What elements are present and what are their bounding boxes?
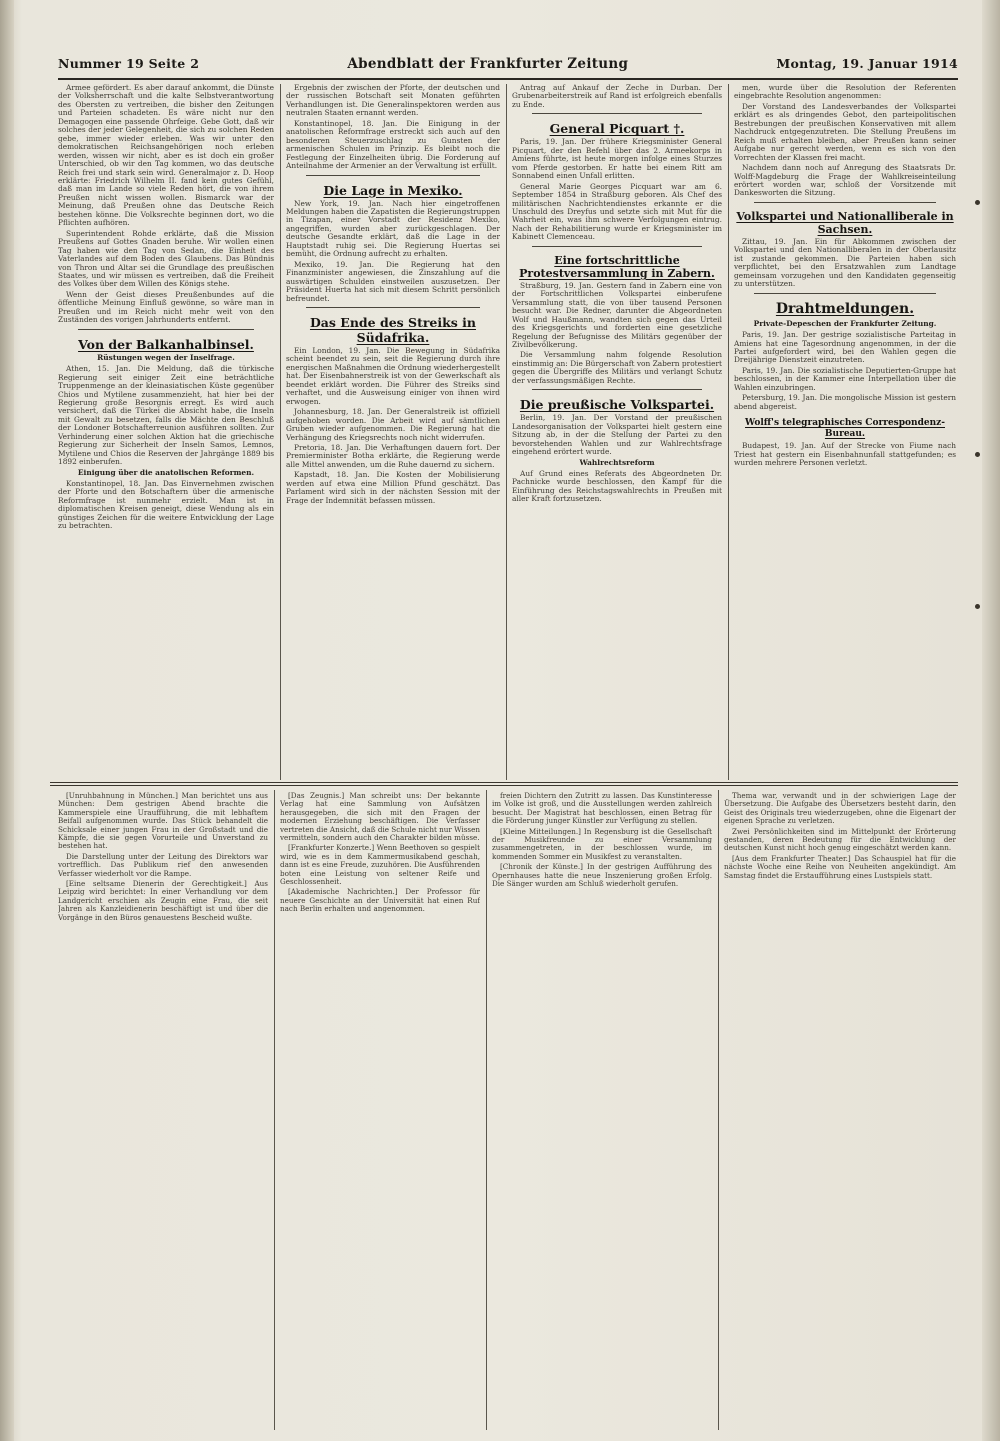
- feuilleton-text: freien Dichtern den Zutritt zu lassen. Das Kunstinteresse im Volke ist groß, und die Ausstellungen werden zahlreich besucht. Der Magistrat hat beschlossen, einen Betrag für die Förderung junger Künstler zur Verfügung zu stellen.: [492, 792, 712, 826]
- page-header: [58, 56, 958, 76]
- article-text: Konstantinopel, 18. Jan. Das Einvernehmen zwischen der Pforte und den Botschaftern über die armenische Reformfrage ist nunmehr erzielt. Man ist in diplomatischen Kreisen geneigt, diese Wendung als ein günstiges Zeichen für die weitere Entwicklung der Lage zu betrachten.: [58, 479, 274, 531]
- article-text: Paris, 19. Jan. Die sozialistische Deputierten-Gruppe hat beschlossen, in der Kammer eine Interpellation über die Wahlen einzubringen.: [734, 365, 956, 392]
- issue-number: Nummer 19 Seite 2: [58, 56, 200, 71]
- article-text: Ein London, 19. Jan. Die Bewegung in Südafrika scheint beendet zu sein, seit die Regierung durch ihre energischen Maßnahmen die Ordnung wiederhergestellt hat. Der Eisenbahnerstreik ist von der Gewerkschaft als beendet erklärt worden. Die Führer des Streiks sind verhaftet, und die Ausweisung einiger von ihnen wird erwogen.: [286, 345, 500, 406]
- feuilleton-column-1: [58, 792, 268, 1427]
- article-heading: Wolff's telegraphisches Correspondenz-Bureau.: [745, 418, 945, 440]
- divider: [306, 307, 480, 308]
- article-text: Armee gefördert. Es aber darauf ankommt, die Dünste der Volksherrschaft und die kalte Selbstverantwortung des Obersten zu vertreiben, die bisher den Zeitungen und Parteien schadeten. Es wäre nicht nur den Demagogen eine passende Ohrfeige. Gebe Gott, daß wir solches der jeder Gelegenheit, die sich zu solchen Reden gebe, immer wieder erleben. Was wir unter den demokratischen Reichsangehörigen noch erleben werden, wissen wir nicht, aber es ist doch ein großer Unterschied, ob wir den Tag kommen, wo das deutsche Reich frei und stark sein wird. Generalmajor z. D. Hoop erklärte: Friedrich Wilhelm II. fand kein gutes Gefühl, daß man im Lande so viele Reden hört, die von ihrem Preußen nicht wissen wollen. Bismarck war der Meinung, daß Preußen ohne das Deutsche Reich bestehen könne. Die Volksrechte beginnen dort, wo die Pflichten aufhören.: [58, 84, 274, 228]
- article-text: Die Versammlung nahm folgende Resolution einstimmig an: Die Bürgerschaft von Zabern protestiert gegen die Übergriffe des Militärs und verlangt Schutz der verfassungsmäßigen Rechte.: [512, 350, 722, 385]
- feuilleton-text: [Akademische Nachrichten.] Der Professor für neuere Geschichte an der Universität hat einen Ruf nach Berlin erhalten und angenommen.: [280, 887, 480, 914]
- feuilleton-column-2: [280, 792, 480, 1427]
- article-heading: Die preußische Volkspartei.: [519, 397, 715, 413]
- header-rule: [58, 78, 958, 80]
- article-heading: Volkspartei und Nationalliberale in Sachsen.: [736, 209, 954, 236]
- article-text: Nachdem dann noch auf Anregung des Staatsrats Dr. Wolff-Magdeburg die Frage der Wahlkreiseinteilung erörtert worden war, schloß der Vorsitzende mit Dankesworten die Sitzung.: [734, 163, 956, 198]
- feuilleton-rule: [50, 785, 958, 786]
- article-subheading: Einigung über die anatolischen Reformen.: [77, 467, 255, 477]
- feuilleton-text: [Kleine Mitteilungen.] In Regensburg ist die Gesellschaft der Musikfreunde zu einer Versammlung zusammengetreten, in der beschlossen wurde, im kommenden Sommer ein Musikfest zu veranstalten.: [492, 826, 712, 861]
- article-text: Konstantinopel, 18. Jan. Die Einigung in der anatolischen Reformfrage erstreckt sich auch auf den besonderen Steuerzuschlag zu Gunsten der armenischen Schulen im Prinzip. Es bleibt noch die Festlegung der Einzelheiten übrig. Die Forderung auf Anteilnahme der Armenier an der Verwaltung ist erfüllt.: [286, 118, 500, 171]
- column-rule: [486, 790, 487, 1430]
- binding-edge-right: [982, 0, 1000, 1441]
- feuilleton-text: Thema war, verwandt und in der schwierigen Lage der Übersetzung. Die Aufgabe des Übersetzers besteht darin, den Geist des Originals treu wiederzugeben, ohne die Eigenart der eigenen Sprache zu verletzen.: [724, 792, 956, 826]
- punch-hole: [975, 604, 980, 609]
- article-text: Zittau, 19. Jan. Ein für Abkommen zwischen der Volkspartei und den Nationalliberalen in der Oberlausitz ist zustande gekommen. Die Parteien haben sich verpflichtet, bei den Ersatzwahlen zum Landtage gemeinsam vorzugehen und den Kandidaten gegenseitig zu unterstützen.: [734, 236, 956, 289]
- article-text: Mexiko, 19. Jan. Die Regierung hat den Finanzminister angewiesen, die Zinszahlung auf die auswärtigen Schulden einstweilen auszusetzen. Der Präsident Huerta hat sich mit diesem Schritt persönlich befreundet.: [286, 259, 500, 303]
- article-text: Berlin, 19. Jan. Der Vorstand der preußischen Landesorganisation der Volkspartei hielt gestern eine Sitzung ab, in der die Stellung der Partei zu den bevorstehenden Wahlen und zur Wahlrechtsfrage eingehend erörtert wurde.: [512, 413, 722, 457]
- divider: [306, 175, 480, 176]
- article-text: Petersburg, 19. Jan. Die mongolische Mission ist gestern abend abgereist.: [734, 393, 956, 411]
- article-text: Straßburg, 19. Jan. Gestern fand in Zabern eine von der Fortschrittlichen Volkspartei einberufene Versammlung statt, die von über tausend Personen besucht war. Die Redner, darunter die Abgeordneten Wolf und Haußmann, wandten sich gegen das Urteil des Kriegsgerichts und forderten eine gesetzliche Regelung der Befugnisse des Militärs gegenüber der Zivilbevölkerung.: [512, 280, 722, 349]
- article-heading: General Picquart †.: [549, 121, 685, 137]
- binding-edge-left: [0, 0, 14, 1441]
- feuilleton-text: [Eine seltsame Dienerin der Gerechtigkeit.] Aus Leipzig wird berichtet: In einer Verhandlung vor dem Landgericht erschien als Zeugin eine Frau, die seit Jahren als Kanzleidienerin beschäftigt ist und über die Vorgänge in den Büros genauestens Bescheid wußte.: [58, 879, 268, 922]
- article-heading: Das Ende des Streiks in Südafrika.: [309, 314, 477, 345]
- feuilleton-text: Zwei Persönlichkeiten sind im Mittelpunkt der Erörterung gestanden, deren Bedeutung für die Entwicklung der deutschen Kunst nicht hoch genug eingeschätzt werden kann.: [724, 826, 956, 853]
- feuilleton-text: [Aus dem Frankfurter Theater.] Das Schauspiel hat für die nächste Woche eine Reihe von Neuheiten angekündigt. Am Samstag findet die Erstaufführung eines Lustspiels statt.: [724, 853, 956, 880]
- article-heading: Eine fortschrittliche Protestversammlung in Zabern.: [519, 253, 715, 280]
- feuilleton-text: Die Darstellung unter der Leitung des Direktors war vortrefflich. Das Publikum rief den anwesenden Verfasser wiederholt vor die Rampe.: [58, 851, 268, 878]
- article-text: New York, 19. Jan. Nach hier eingetroffenen Meldungen haben die Zapatisten die Regierungstruppen in Tizapan, einer Vorstadt der Residenz Mexiko, angegriffen, wurden aber zurückgeschlagen. Der deutsche Gesandte erklärt, daß die Lage in der Hauptstadt ruhig sei. Die Regierung Huertas sei bemüht, die Ordnung aufrecht zu erhalten.: [286, 198, 500, 259]
- article-text: Johannesburg, 18. Jan. Der Generalstreik ist offiziell aufgehoben worden. Die Arbeit wird auf sämtlichen Gruben wieder aufgenommen. Die Regierung hat die Verhängung des Kriegsrechts noch nicht widerrufen.: [286, 407, 500, 442]
- article-text: Ergebnis der zwischen der Pforte, der deutschen und der russischen Botschaft seit Monaten geführten Verhandlungen ist. Die Generalinspektoren werden aus neutralen Staaten ernannt werden.: [286, 84, 500, 118]
- article-subheading: Rüstungen wegen der Inselfrage.: [97, 352, 235, 362]
- divider: [754, 293, 936, 294]
- column-rule: [274, 790, 275, 1430]
- punch-hole: [975, 200, 980, 205]
- divider: [532, 246, 702, 247]
- article-text: Superintendent Rohde erklärte, daß die Mission Preußens auf Gottes Gnaden beruhe. Wir wollen einen Tag haben wie den Tag von Sedan, die Einheit des Vaterlandes auf dem Boden des Glaubens. Das Bündnis von Thron und Altar sei die Grundlage des preußischen Staates, und wir müssen es vertreiben, daß die Freiheit des Volkes über dem Willen des Königs stehe.: [58, 228, 274, 289]
- column-rule: [728, 84, 729, 780]
- column-rule: [718, 790, 719, 1430]
- feuilleton-rule: [50, 782, 958, 783]
- article-text: Auf Grund eines Referats des Abgeordneten Dr. Pachnicke wurde beschlossen, den Kampf für die Einführung des Reichstagswahlrechts in Preußen mit aller Kraft fortzusetzen.: [512, 468, 722, 504]
- article-subheading: Wahlrechtsreform: [579, 457, 655, 467]
- feuilleton-column-3: [492, 792, 712, 1427]
- feuilleton-text: [Unruhbahnung in München.] Man berichtet uns aus München: Dem gestrigen Abend brachte die Kammerspiele eine Uraufführung, die mit lebhaftem Beifall aufgenommen wurde. Das Stück behandelt die Schicksale einer jungen Frau in der Großstadt und die Kämpfe, die sie gegen Vorurteile und Unverstand zu bestehen hat.: [58, 792, 268, 851]
- issue-date: Montag, 19. Januar 1914: [776, 56, 958, 71]
- article-heading: Von der Balkanhalbinsel.: [78, 336, 254, 352]
- article-heading: Drahtmeldungen.: [775, 300, 915, 317]
- punch-hole: [975, 452, 980, 457]
- article-text: Paris, 19. Jan. Der frühere Kriegsminister General Picquart, der den Befehl über das 2. Armeekorps in Amiens führte, ist heute morgen infolge eines Sturzes vom Pferde gestorben. Er hatte bei einem Ritt am Sonnabend einen Unfall erlitten.: [512, 137, 722, 181]
- column-rule: [280, 84, 281, 780]
- article-heading: Die Lage in Mexiko.: [323, 182, 463, 198]
- column-4: [734, 84, 956, 780]
- divider: [754, 202, 936, 203]
- divider: [532, 389, 702, 390]
- column-1: [58, 84, 274, 780]
- feuilleton-text: [Frankfurter Konzerte.] Wenn Beethoven so gespielt wird, wie es in dem Kammermusikabend geschah, dann ist es eine Freude, zuzuhören. Die Ausführenden boten eine Leistung von seltener Reife und Geschlossenheit.: [280, 843, 480, 887]
- feuilleton-text: [Chronik der Künste.] In der gestrigen Aufführung des Opernhauses hatte die neue Inszenierung großen Erfolg. Die Sänger wurden am Schluß wiederholt gerufen.: [492, 862, 712, 889]
- divider: [78, 329, 254, 330]
- column-rule: [506, 84, 507, 780]
- feuilleton-column-4: [724, 792, 956, 1427]
- article-text: Budapest, 19. Jan. Auf der Strecke von Fiume nach Triest hat gestern ein Eisenbahnunfall stattgefunden; es wurden mehrere Personen verletzt.: [734, 441, 956, 468]
- article-text: General Marie Georges Picquart war am 6. September 1854 in Straßburg geboren. Als Chef des militärischen Nachrichtendienstes erkannte er die Unschuld des Dreyfus und setzte sich mit Mut für die Wahrheit ein, was ihm schwere Verfolgungen eintrug. Nach der Rehabilitierung wurde er Kriegsminister im Kabinett Clemenceau.: [512, 181, 722, 242]
- article-text: Paris, 19. Jan. Der gestrige sozialistische Parteitag in Amiens hat eine Tagesordnung angenommen, in der die Partei aufgefordert wird, bei den Wahlen gegen die Dreijährige Dienstzeit einzutreten.: [734, 330, 956, 365]
- divider: [532, 113, 702, 114]
- article-text: Der Vorstand des Landesverbandes der Volkspartei erklärt es als dringendes Gebot, den parteipolitischen Bestrebungen der preußischen Konservativen mit allem Nachdruck entgegenzutreten. Die Stellung Preußens im Reich muß erhalten bleiben, aber Preußen kann seiner Aufgabe nur gerecht werden, wenn es sich von den Vorrechten der Klassen frei macht.: [734, 101, 956, 162]
- column-2: [286, 84, 500, 780]
- article-text: men, wurde über die Resolution der Referenten eingebrachte Resolution angenommen:: [734, 84, 956, 101]
- column-3: [512, 84, 722, 780]
- newspaper-title: Abendblatt der Frankfurter Zeitung: [347, 56, 629, 72]
- article-text: Kapstadt, 18. Jan. Die Kosten der Mobilisierung werden auf etwa eine Million Pfund geschätzt. Das Parlament wird sich in der nächsten Session mit der Frage der Indemnität befassen müssen.: [286, 470, 500, 505]
- article-text: Antrag auf Ankauf der Zeche in Durban. Der Grubenarbeiterstreik auf Rand ist erfolgreich ebenfalls zu Ende.: [512, 84, 722, 109]
- article-text: Wenn der Geist dieses Preußenbundes auf die öffentliche Meinung Einfluß gewönne, so wäre man in Preußen und im Reich nicht mehr weit von den Zuständen des vorigen Jahrhunderts entfernt.: [58, 289, 274, 325]
- article-subheading: Private-Depeschen der Frankfurter Zeitung.: [753, 318, 937, 328]
- article-text: Pretoria, 18. Jan. Die Verhaftungen dauern fort. Der Premierminister Botha erklärte, die Regierung werde alle Mittel anwenden, um die Ruhe dauernd zu sichern.: [286, 442, 500, 469]
- feuilleton-text: [Das Zeugnis.] Man schreibt uns: Der bekannte Verlag hat eine Sammlung von Aufsätzen herausgegeben, die sich mit den Fragen der modernen Erziehung beschäftigen. Die Verfasser vertreten die Ansicht, daß die Schule nicht nur Wissen vermitteln, sondern auch den Charakter bilden müsse.: [280, 792, 480, 843]
- article-text: Athen, 15. Jan. Die Meldung, daß die türkische Regierung seit einiger Zeit eine beträchtliche Truppenmenge an der kleinasiatischen Küste gegenüber Chios und Mytilene zusammenzieht, hat hier bei der Regierung große Besorgnis erregt. Es wird auch versichert, daß die Türkei die Absicht habe, die Inseln mit Gewalt zu besetzen, falls die Mächte den Beschluß der Londoner Botschafterreunion ausführen sollten. Zur Verhinderung einer solchen Aktion hat die griechische Regierung zur Sicherheit der Inseln Samos, Lemnos, Mytilene und Chios die Reserven der Jahrgänge 1889 bis 1892 einberufen.: [58, 364, 274, 467]
